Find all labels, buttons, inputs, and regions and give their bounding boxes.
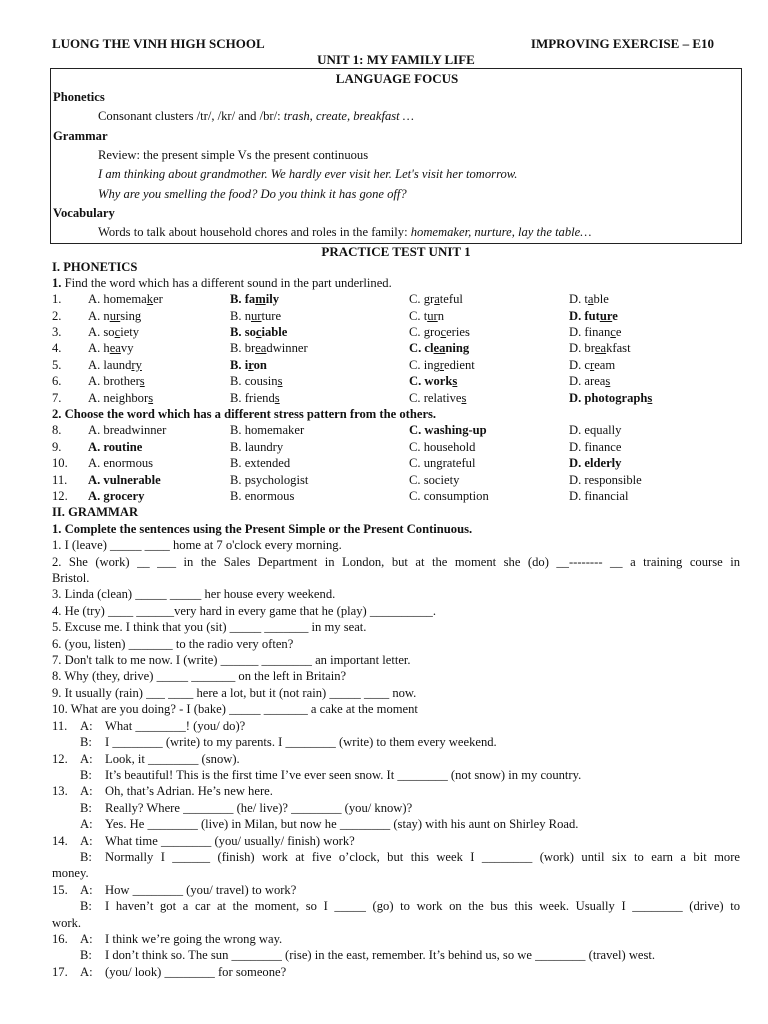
word-part: h — [103, 341, 110, 356]
dialogue-number: 12. — [52, 751, 68, 766]
option-letter: C. — [409, 341, 425, 356]
word-part: neighbor — [103, 390, 149, 405]
option-d: D. financial — [569, 489, 629, 504]
word-part: brother — [103, 374, 140, 389]
underlined-sound: ry — [131, 357, 142, 372]
option-letter: A. — [88, 374, 104, 389]
grammar-item: 1. I (leave) _____ ____ home at 7 o'clock every morning. — [52, 538, 342, 553]
word-part: iety — [120, 325, 140, 340]
underlined-sound: a — [434, 292, 440, 307]
word-part: e — [612, 308, 618, 323]
option-c: C. consumption — [409, 489, 489, 504]
dialogue-number: 13. — [52, 784, 68, 799]
dialogue-line — [52, 783, 740, 799]
underlined-sound: ur — [599, 308, 613, 323]
underlined-sound: c — [255, 325, 262, 340]
word-part: eries — [446, 325, 470, 340]
dialogue-number: 14. — [52, 833, 68, 848]
stress-question-row — [52, 422, 740, 438]
option-a — [88, 340, 133, 356]
word-part: iable — [261, 325, 288, 340]
option-letter: B. — [230, 341, 245, 356]
option-letter: B. — [230, 374, 245, 389]
option-a: A. enormous — [88, 456, 154, 471]
option-b — [230, 390, 280, 406]
sound-question-row — [52, 373, 740, 389]
grammar-item-list — [52, 537, 740, 717]
option-b — [230, 324, 287, 340]
dialogue-wrap: work. — [52, 915, 82, 930]
option-b — [230, 357, 267, 373]
underlined-sound: ea — [109, 341, 121, 356]
word-part: area — [584, 374, 606, 389]
word-part: so — [244, 325, 256, 340]
option-b — [230, 308, 281, 324]
practice-test-title: PRACTICE TEST UNIT 1 — [321, 243, 471, 259]
option-letter: D. — [569, 292, 585, 307]
option-letter: A. — [88, 292, 104, 307]
underlined-sound: a — [587, 292, 594, 307]
stress-question-row — [52, 439, 740, 455]
dialogue-line — [52, 882, 740, 898]
phonetics-line — [53, 107, 741, 127]
option-d: D. responsible — [569, 472, 642, 487]
task-number: 1. — [52, 275, 62, 290]
task-instruction: Find the word which has a different sound in the part underlined. — [64, 275, 392, 290]
underlined-sound: s — [605, 374, 611, 389]
grammar-item: 9. It usually (rain) ___ ____ here a lot, but it (not rain) _____ ____ now. — [52, 685, 417, 700]
option-d: D. equally — [569, 423, 622, 438]
dialogue-line — [52, 734, 740, 750]
language-focus-box — [50, 68, 742, 244]
word-part: n — [103, 308, 110, 323]
word-part: i — [244, 357, 249, 372]
language-focus-title: LANGUAGE FOCUS — [335, 71, 459, 86]
stress-question-row — [52, 455, 740, 471]
underlined-sound: s — [148, 390, 154, 405]
dialogue-number: 11. — [52, 718, 68, 733]
word-part: ning — [445, 341, 470, 356]
option-d: D. elderly — [569, 456, 622, 471]
dialogue-number: 15. — [52, 882, 68, 897]
option-c: C. ungrateful — [409, 456, 476, 471]
word-part: gro — [423, 325, 441, 340]
option-letter: C. — [409, 292, 424, 307]
phonetics-task-1 — [52, 275, 740, 291]
grammar-item: 8. Why (they, drive) _____ _______ on the left in Britain? — [52, 669, 347, 684]
word-part: br — [244, 341, 256, 356]
question-number: 1. — [52, 292, 62, 307]
dialogue-line — [52, 800, 740, 816]
speaker-label: B: — [80, 767, 92, 782]
sound-question-row — [52, 308, 740, 324]
option-d — [569, 373, 610, 389]
grammar-review: Review: the present simple Vs the present continuous — [98, 147, 369, 162]
speaker-label: B: — [80, 899, 92, 914]
option-c — [409, 308, 444, 324]
dialogue-text: What ________! (you/ do)? — [105, 718, 246, 733]
underlined-sound: s — [277, 374, 283, 389]
underlined-sound: k — [146, 292, 154, 307]
phonetics-text: Consonant clusters /tr/, /kr/ and /br/: — [98, 109, 281, 123]
word-part: on — [253, 357, 267, 372]
dialogue-text: Really? Where ________ (he/ live)? ________ (you/ know)? — [105, 800, 413, 815]
option-a — [88, 357, 142, 373]
question-number: 3. — [52, 325, 62, 340]
grammar-item: 10. What are you doing? - I (bake) _____ _______ a cake at the moment — [52, 702, 418, 717]
word-part: eam — [594, 357, 616, 372]
word-part: c — [584, 357, 590, 372]
option-d — [569, 340, 631, 356]
option-c — [409, 291, 463, 307]
word-part: t — [423, 308, 428, 323]
underlined-sound: s — [274, 390, 280, 405]
word-part: homema — [103, 292, 147, 307]
option-a: A. grocery — [88, 489, 145, 504]
option-a: A. breadwinner — [88, 423, 167, 438]
speaker-label: B: — [80, 800, 92, 815]
vocabulary-line — [53, 223, 741, 243]
dialogue-text: It’s beautiful! This is the first time I’ve ever seen snow. It ________ (not snow) in my country. — [105, 767, 582, 782]
option-d — [569, 390, 652, 406]
option-d: D. finance — [569, 439, 622, 454]
option-b: B. laundry — [230, 439, 284, 454]
worksheet-page — [52, 36, 740, 980]
grammar-item: 7. Don't talk to me now. I (write) ______ ________ an important letter. — [52, 653, 411, 668]
underlined-sound: r — [439, 357, 444, 372]
word-part: teful — [439, 292, 463, 307]
option-a: A. vulnerable — [88, 472, 161, 487]
option-d — [569, 324, 621, 340]
dialogue-text: How ________ (you/ travel) to work? — [105, 882, 297, 897]
school-name: LUONG THE VINH HIGH SCHOOL — [52, 36, 265, 51]
word-part: cousin — [244, 374, 278, 389]
option-letter: B. — [230, 357, 245, 372]
option-d — [569, 291, 609, 307]
option-a — [88, 291, 163, 307]
underlined-sound: ea — [433, 341, 446, 356]
grammar-item: 3. Linda (clean) _____ _____ her house every weekend. — [52, 587, 336, 602]
option-letter: A. — [88, 357, 104, 372]
word-part: t — [584, 292, 588, 307]
underlined-sound: ur — [109, 308, 121, 323]
option-d — [569, 308, 618, 324]
underlined-sound: s — [461, 390, 467, 405]
underlined-sound: ea — [255, 341, 267, 356]
dialogue-text: I haven’t got a car at the moment, so I _____ (go) to work on the bus this week. Usually I ________ (drive) to — [105, 899, 740, 914]
dialogue-line — [52, 718, 740, 734]
dialogue-line — [52, 964, 740, 980]
underlined-sound: ur — [427, 308, 438, 323]
word-part: friend — [244, 390, 275, 405]
option-c: C. washing-up — [409, 423, 487, 438]
grammar-item: Bristol. — [52, 571, 90, 586]
exercise-title: IMPROVING EXERCISE – E10 — [530, 36, 714, 51]
word-part: vy — [120, 341, 134, 356]
dialogue-number: 17. — [52, 964, 68, 979]
speaker-label: B: — [80, 849, 92, 864]
dialogue-line — [52, 833, 740, 849]
question-number: 5. — [52, 357, 62, 372]
word-part: relative — [423, 390, 462, 405]
option-b: B. enormous — [230, 489, 295, 504]
option-b — [230, 291, 279, 307]
grammar-item: 5. Excuse me. I think that you (sit) _____ _______ in my seat. — [52, 620, 367, 635]
sound-question-row — [52, 357, 740, 373]
speaker-label: A: — [80, 751, 93, 766]
option-letter: B. — [230, 325, 245, 340]
word-part: dwinner — [266, 341, 308, 356]
underlined-sound: r — [248, 357, 254, 372]
word-part: cl — [424, 341, 434, 356]
option-b — [230, 340, 308, 356]
option-letter: C. — [409, 308, 424, 323]
underlined-sound: s — [139, 374, 145, 389]
unit-title: UNIT 1: MY FAMILY LIFE — [317, 52, 475, 67]
underlined-sound: c — [610, 325, 616, 340]
underlined-sound: r — [590, 357, 595, 372]
vocabulary-examples: homemaker, nurture, lay the table… — [410, 225, 592, 239]
dialogue-line — [52, 898, 740, 914]
question-number: 8. — [52, 423, 62, 438]
grammar-item: 2. She (work) __ ___ in the Sales Department in London, but at the moment she (do) __-------- __ a training course in — [52, 554, 740, 569]
word-part: so — [103, 325, 115, 340]
dialogue-text: Look, it ________ (snow). — [105, 751, 240, 766]
dialogue-line — [52, 767, 740, 783]
word-part: br — [584, 341, 595, 356]
sound-question-list — [52, 291, 740, 406]
dialogue-text: Normally I ______ (finish) work at five o’clock, but this week I ________ (work) until six to earn a bit more — [105, 849, 740, 864]
sound-question-row — [52, 390, 740, 406]
dialogue-text: What time ________ (you/ usually/ finish) work? — [105, 833, 355, 848]
option-letter: A. — [88, 341, 104, 356]
dialogue-line — [52, 947, 740, 963]
option-letter: A. — [88, 308, 104, 323]
option-letter: B. — [230, 292, 245, 307]
speaker-label: A: — [80, 964, 93, 979]
dialogue-number: 16. — [52, 931, 68, 946]
word-part: ing — [423, 357, 440, 372]
option-a — [88, 373, 145, 389]
option-c — [409, 324, 470, 340]
option-letter: D. — [569, 325, 585, 340]
sound-question-row — [52, 291, 740, 307]
sound-question-row — [52, 324, 740, 340]
word-part: kfast — [606, 341, 631, 356]
underlined-sound: s — [452, 374, 458, 389]
option-c — [409, 357, 475, 373]
dialogue-list — [52, 718, 740, 981]
question-number: 10. — [52, 456, 68, 471]
question-number: 11. — [52, 472, 68, 487]
option-b: B. homemaker — [230, 423, 305, 438]
speaker-label: A: — [80, 718, 93, 733]
word-part: er — [153, 292, 163, 307]
word-part: edient — [444, 357, 475, 372]
question-number: 7. — [52, 390, 62, 405]
option-letter: B. — [230, 390, 245, 405]
option-letter: C. — [409, 357, 424, 372]
phonetics-heading: Phonetics — [53, 90, 105, 104]
option-b — [230, 373, 283, 389]
option-letter: D. — [569, 357, 585, 372]
underlined-sound: c — [440, 325, 447, 340]
underlined-sound: ea — [594, 341, 607, 356]
word-part: fa — [244, 292, 256, 307]
stress-question-list — [52, 422, 740, 504]
word-part: finan — [584, 325, 611, 340]
option-b: B. extended — [230, 456, 291, 471]
stress-question-row — [52, 472, 740, 488]
stress-question-row — [52, 488, 740, 504]
dialogue-line — [52, 931, 740, 947]
option-c — [409, 390, 466, 406]
grammar-item: 6. (you, listen) _______ to the radio very often? — [52, 636, 294, 651]
speaker-label: A: — [80, 882, 93, 897]
option-letter: D. — [569, 390, 585, 405]
word-part: ily — [265, 292, 279, 307]
underlined-sound: m — [255, 292, 266, 307]
option-letter: D. — [569, 308, 585, 323]
dialogue-line — [52, 849, 740, 865]
speaker-label: A: — [80, 784, 93, 799]
option-letter: C. — [409, 374, 425, 389]
underlined-sound: s — [647, 390, 653, 405]
sound-question-row — [52, 340, 740, 356]
option-letter: C. — [409, 390, 424, 405]
speaker-label: B: — [80, 948, 92, 963]
phonetics-task-2: 2. Choose the word which has a different stress pattern from the others. — [52, 407, 437, 422]
option-letter: B. — [230, 308, 245, 323]
dialogue-line — [52, 816, 740, 832]
phonetics-examples: trash, create, breakfast … — [283, 109, 414, 123]
question-number: 6. — [52, 374, 62, 389]
question-number: 9. — [52, 439, 62, 454]
word-part: ble — [593, 292, 609, 307]
page-header — [52, 36, 740, 52]
grammar-task-1: 1. Complete the sentences using the Present Simple or the Present Continuous. — [52, 521, 473, 536]
dialogue-line — [52, 751, 740, 767]
word-part: fut — [584, 308, 600, 323]
dialogue-text: (you/ look) ________ for someone? — [105, 964, 287, 979]
vocabulary-heading: Vocabulary — [53, 206, 115, 220]
grammar-item: 4. He (try) ____ ______very hard in every game that he (play) __________. — [52, 603, 437, 618]
option-letter: C. — [409, 325, 424, 340]
word-part: work — [424, 374, 453, 389]
grammar-heading: Grammar — [53, 128, 108, 143]
option-c — [409, 373, 457, 389]
option-d — [569, 357, 615, 373]
option-a — [88, 390, 153, 406]
option-c: C. society — [409, 472, 460, 487]
word-part: photograph — [584, 390, 648, 405]
dialogue-text: Oh, that’s Adrian. He’s new here. — [105, 784, 273, 799]
option-a — [88, 324, 139, 340]
grammar-example-2: Why are you smelling the food? Do you think it has gone off? — [98, 186, 407, 201]
speaker-label: A: — [80, 833, 93, 848]
dialogue-text: I think we’re going the wrong way. — [105, 931, 283, 946]
option-a — [88, 308, 141, 324]
dialogue-wrap: money. — [52, 866, 89, 881]
question-number: 12. — [52, 489, 68, 504]
underlined-sound: c — [114, 325, 121, 340]
grammar-example-1: I am thinking about grandmother. We hardly ever visit her. Let's visit her tomorrow. — [98, 167, 518, 181]
speaker-label: A: — [80, 817, 93, 832]
underlined-sound: ur — [251, 308, 262, 323]
option-b: B. psychologist — [230, 472, 309, 487]
dialogue-text: I ________ (write) to my parents. I ________ (write) to them every weekend. — [105, 735, 497, 750]
option-letter: D. — [569, 341, 585, 356]
vocabulary-text: Words to talk about household chores and roles in the family: — [98, 225, 408, 239]
word-part: e — [615, 325, 622, 340]
word-part: laund — [103, 357, 132, 372]
option-c — [409, 340, 469, 356]
phonetics-section-title: I. PHONETICS — [52, 259, 138, 274]
question-number: 2. — [52, 308, 62, 323]
dialogue-text: I don’t think so. The sun ________ (rise) in the east, remember. It’s behind us, so we ________ (travel) west. — [105, 948, 656, 963]
option-letter: D. — [569, 374, 585, 389]
word-part: n — [437, 308, 444, 323]
speaker-label: B: — [80, 735, 92, 750]
option-letter: A. — [88, 325, 104, 340]
dialogue-text: Yes. He ________ (live) in Milan, but now he ________ (stay) with his aunt on Shirley Road. — [105, 817, 579, 832]
question-number: 4. — [52, 341, 62, 356]
word-part: sing — [120, 308, 142, 323]
word-part: n — [244, 308, 251, 323]
option-a: A. routine — [88, 439, 143, 454]
grammar-section-title: II. GRAMMAR — [52, 505, 139, 520]
option-c: C. household — [409, 439, 476, 454]
word-part: ture — [261, 308, 282, 323]
option-letter: A. — [88, 390, 104, 405]
speaker-label: A: — [80, 931, 93, 946]
word-part: gr — [423, 292, 435, 307]
